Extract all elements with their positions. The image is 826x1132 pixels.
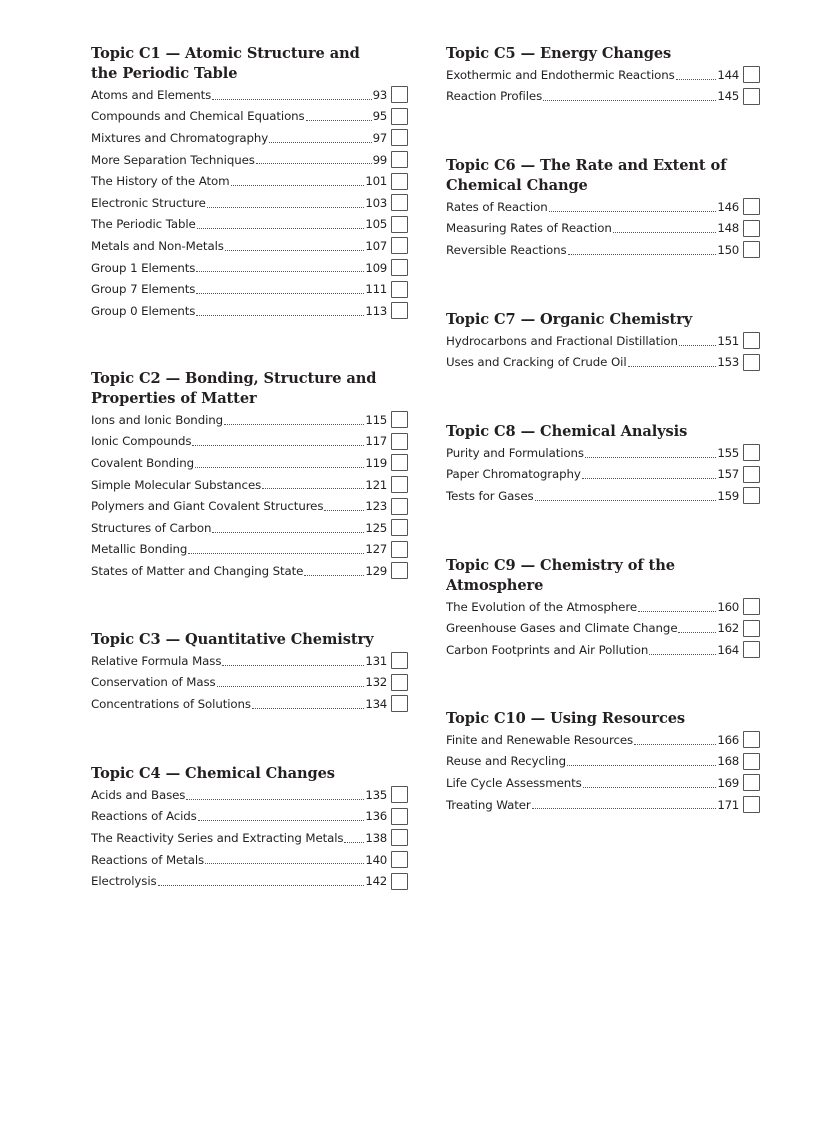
topic-title: Topic C9 — Chemistry of the Atmosphere [446, 557, 675, 594]
toc-entry [91, 431, 408, 453]
dot-leader [196, 271, 364, 272]
page-number: 142 [365, 874, 387, 889]
entry-title: Reuse and Recycling [446, 754, 566, 769]
entry-title: Concentrations of Solutions [91, 696, 251, 711]
topic-title: Topic C8 — Chemical Analysis [446, 423, 688, 440]
page-number: 135 [365, 787, 387, 802]
toc-entry [91, 560, 408, 582]
page-number: 155 [717, 445, 739, 460]
entry-title: Reactions of Acids [91, 809, 197, 824]
entry-title: The History of the Atom [91, 174, 230, 189]
dot-leader [585, 457, 716, 458]
dot-leader [676, 79, 717, 80]
toc-entry [91, 517, 408, 539]
topic-section [91, 44, 408, 322]
topic-title: Topic C4 — Chemical Changes [91, 765, 335, 782]
entry-title: The Periodic Table [91, 217, 196, 232]
topic-entry-list [446, 442, 760, 507]
progress-checkbox[interactable] [391, 411, 408, 428]
dot-leader [192, 445, 364, 446]
toc-entry [446, 442, 760, 464]
dot-leader [256, 163, 372, 164]
dot-leader [344, 842, 364, 843]
entry-title: Acids and Bases [91, 787, 186, 802]
entry-title: Conservation of Mass [91, 675, 216, 690]
dot-leader [679, 345, 717, 346]
page-number: 127 [365, 542, 387, 557]
toc-entry [91, 127, 408, 149]
progress-checkbox[interactable] [743, 66, 760, 83]
progress-checkbox[interactable] [391, 173, 408, 190]
page-number: 107 [365, 238, 387, 253]
page-number: 99 [372, 152, 387, 167]
dot-leader [225, 250, 365, 251]
topic-section [446, 310, 760, 373]
topic-section [91, 369, 408, 582]
toc-entry [446, 239, 760, 261]
dot-leader [196, 293, 364, 294]
progress-checkbox[interactable] [391, 674, 408, 691]
entry-title: Structures of Carbon [91, 520, 212, 535]
progress-checkbox[interactable] [391, 808, 408, 825]
dot-leader [217, 686, 365, 687]
entry-title: Simple Molecular Substances [91, 477, 262, 492]
page-number: 144 [717, 67, 739, 82]
entry-title: Uses and Cracking of Crude Oil [446, 355, 627, 370]
page-number: 117 [365, 434, 387, 449]
topic-title: Topic C10 — Using Resources [446, 710, 686, 727]
topic-title: Topic C6 — The Rate and Extent of Chemical Change [446, 157, 727, 194]
dot-leader [212, 532, 364, 533]
toc-entry [446, 596, 760, 618]
dot-leader [634, 744, 716, 745]
entry-title: Ionic Compounds [91, 434, 192, 449]
page-number: 145 [717, 89, 739, 104]
progress-checkbox[interactable] [391, 829, 408, 846]
page-number: 136 [365, 809, 387, 824]
entry-title: Finite and Renewable Resources [446, 732, 634, 747]
progress-checkbox[interactable] [743, 731, 760, 748]
toc-entry [91, 300, 408, 322]
progress-checkbox[interactable] [391, 237, 408, 254]
page-number: 138 [365, 830, 387, 845]
dot-leader [197, 228, 365, 229]
progress-checkbox[interactable] [391, 433, 408, 450]
progress-checkbox[interactable] [743, 198, 760, 215]
page-number: 171 [717, 797, 739, 812]
toc-entry [91, 672, 408, 694]
page-number: 164 [717, 642, 739, 657]
entry-title: Hydrocarbons and Fractional Distillation [446, 333, 678, 348]
topic-section [446, 422, 760, 507]
progress-checkbox[interactable] [391, 562, 408, 579]
progress-checkbox[interactable] [743, 487, 760, 504]
progress-checkbox[interactable] [391, 108, 408, 125]
toc-entry [91, 452, 408, 474]
progress-checkbox[interactable] [391, 216, 408, 233]
entry-title: Electrolysis [91, 874, 157, 889]
page-number: 151 [717, 333, 739, 348]
toc-entry [91, 495, 408, 517]
page-number: 109 [365, 260, 387, 275]
toc-entry [446, 751, 760, 773]
entry-title: Greenhouse Gases and Climate Change [446, 621, 678, 636]
toc-entry [91, 192, 408, 214]
progress-checkbox[interactable] [391, 541, 408, 558]
dot-leader [535, 500, 717, 501]
toc-entry [91, 106, 408, 128]
entry-title: Reaction Profiles [446, 89, 543, 104]
toc-entry [91, 849, 408, 871]
entry-title: Carbon Footprints and Air Pollution [446, 642, 649, 657]
page-number: 97 [372, 130, 387, 145]
dot-leader [532, 808, 717, 809]
dot-leader [222, 665, 364, 666]
page-number: 169 [717, 775, 739, 790]
toc-entry [91, 278, 408, 300]
dot-leader [628, 366, 717, 367]
page-number: 132 [365, 675, 387, 690]
entry-title: Reversible Reactions [446, 242, 567, 257]
entry-title: Reactions of Metals [91, 852, 205, 867]
page-number: 168 [717, 754, 739, 769]
dot-leader [582, 478, 717, 479]
entry-title: Treating Water [446, 797, 531, 812]
dot-leader [324, 510, 364, 511]
toc-entry [446, 218, 760, 240]
page-number: 153 [717, 355, 739, 370]
entry-title: Metals and Non-Metals [91, 238, 224, 253]
toc-entry [91, 827, 408, 849]
progress-checkbox[interactable] [743, 332, 760, 349]
topic-section [446, 556, 760, 661]
progress-checkbox[interactable] [391, 851, 408, 868]
topic-entry-list [446, 196, 760, 261]
page-number: 129 [365, 563, 387, 578]
page-number: 146 [717, 199, 739, 214]
toc-entry [91, 235, 408, 257]
progress-checkbox[interactable] [391, 454, 408, 471]
toc-entry [446, 196, 760, 218]
topic-section [446, 709, 760, 815]
dot-leader [231, 185, 365, 186]
toc-entry [91, 693, 408, 715]
entry-title: Electronic Structure [91, 195, 206, 210]
entry-title: Measuring Rates of Reaction [446, 221, 612, 236]
topic-entry-list [91, 650, 408, 715]
progress-checkbox[interactable] [391, 786, 408, 803]
progress-checkbox[interactable] [391, 281, 408, 298]
toc-entry [91, 170, 408, 192]
topic-title: Topic C3 — Quantitative Chemistry [91, 631, 374, 648]
entry-title: Compounds and Chemical Equations [91, 109, 305, 124]
topic-entry-list [91, 84, 408, 322]
dot-leader [195, 467, 364, 468]
topic-entry-list [91, 409, 408, 582]
entry-title: Polymers and Giant Covalent Structures [91, 499, 324, 514]
page-number: 111 [365, 282, 387, 297]
dot-leader [269, 142, 371, 143]
page-number: 150 [717, 242, 739, 257]
page-number: 93 [372, 87, 387, 102]
progress-checkbox[interactable] [743, 220, 760, 237]
toc-entry [91, 149, 408, 171]
toc-entry [446, 330, 760, 352]
entry-title: Life Cycle Assessments [446, 775, 582, 790]
dot-leader [252, 708, 364, 709]
toc-entry [446, 729, 760, 751]
entry-title: The Reactivity Series and Extracting Metals [91, 830, 344, 845]
page-number: 148 [717, 221, 739, 236]
dot-leader [196, 315, 364, 316]
dot-leader [549, 211, 717, 212]
entry-title: Group 7 Elements [91, 282, 196, 297]
toc-entry [446, 64, 760, 86]
entry-title: Relative Formula Mass [91, 653, 222, 668]
toc-entry [91, 784, 408, 806]
progress-checkbox[interactable] [391, 873, 408, 890]
toc-entry [446, 772, 760, 794]
toc-entry [446, 86, 760, 108]
toc-entry [446, 639, 760, 661]
topic-entry-list [91, 784, 408, 892]
progress-checkbox[interactable] [391, 259, 408, 276]
progress-checkbox[interactable] [743, 354, 760, 371]
progress-checkbox[interactable] [743, 620, 760, 637]
page-number: 103 [365, 195, 387, 210]
topic-entry-list [446, 64, 760, 107]
topic-section [91, 630, 408, 715]
dot-leader [678, 632, 716, 633]
page-number: 123 [365, 499, 387, 514]
progress-checkbox[interactable] [743, 444, 760, 461]
dot-leader [205, 863, 364, 864]
progress-checkbox[interactable] [391, 498, 408, 515]
entry-title: Group 0 Elements [91, 303, 196, 318]
entry-title: Ions and Ionic Bonding [91, 412, 224, 427]
progress-checkbox[interactable] [391, 519, 408, 536]
page-number: 160 [717, 599, 739, 614]
toc-entry [446, 618, 760, 640]
dot-leader [638, 611, 716, 612]
toc-entry [91, 806, 408, 828]
entry-title: States of Matter and Changing State [91, 563, 304, 578]
dot-leader [543, 100, 716, 101]
entry-title: Covalent Bonding [91, 455, 194, 470]
toc-entry [91, 539, 408, 561]
toc-entry [446, 485, 760, 507]
page-number: 113 [365, 303, 387, 318]
progress-checkbox[interactable] [391, 129, 408, 146]
dot-leader [568, 254, 717, 255]
dot-leader [306, 120, 372, 121]
toc-entry [91, 650, 408, 672]
entry-title: Paper Chromatography [446, 467, 581, 482]
progress-checkbox[interactable] [391, 695, 408, 712]
topic-entry-list [446, 330, 760, 373]
page-number: 162 [717, 621, 739, 636]
page-number: 119 [365, 455, 387, 470]
progress-checkbox[interactable] [743, 598, 760, 615]
topic-title: Topic C2 — Bonding, Structure and Properties of Matter [91, 370, 377, 407]
progress-checkbox[interactable] [743, 88, 760, 105]
dot-leader [567, 765, 716, 766]
entry-title: Exothermic and Endothermic Reactions [446, 67, 675, 82]
entry-title: Group 1 Elements [91, 260, 196, 275]
page-number: 121 [365, 477, 387, 492]
page-number: 125 [365, 520, 387, 535]
progress-checkbox[interactable] [391, 194, 408, 211]
progress-checkbox[interactable] [391, 652, 408, 669]
topic-section [446, 44, 760, 107]
dot-leader [207, 207, 365, 208]
dot-leader [649, 654, 716, 655]
entry-title: Mixtures and Chromatography [91, 130, 269, 145]
page-number: 159 [717, 488, 739, 503]
topic-title: Topic C1 — Atomic Structure and the Periodic Table [91, 45, 360, 82]
page-number: 95 [372, 109, 387, 124]
progress-checkbox[interactable] [743, 241, 760, 258]
dot-leader [158, 885, 365, 886]
topic-title: Topic C5 — Energy Changes [446, 45, 672, 62]
toc-entry [446, 794, 760, 816]
progress-checkbox[interactable] [391, 86, 408, 103]
topic-entry-list [446, 596, 760, 661]
progress-checkbox[interactable] [391, 476, 408, 493]
page-number: 134 [365, 696, 387, 711]
dot-leader [186, 799, 364, 800]
dot-leader [583, 787, 717, 788]
toc-entry [446, 464, 760, 486]
entry-title: Atoms and Elements [91, 87, 212, 102]
progress-checkbox[interactable] [743, 641, 760, 658]
page-number: 157 [717, 467, 739, 482]
entry-title: The Evolution of the Atmosphere [446, 599, 637, 614]
topic-section [91, 764, 408, 892]
page-number: 131 [365, 653, 387, 668]
toc-entry [91, 84, 408, 106]
dot-leader [262, 488, 364, 489]
dot-leader [613, 232, 717, 233]
toc-entry [91, 214, 408, 236]
page-number: 101 [365, 174, 387, 189]
toc-entry [91, 870, 408, 892]
entry-title: Rates of Reaction [446, 199, 548, 214]
page-number: 140 [365, 852, 387, 867]
dot-leader [198, 820, 365, 821]
dot-leader [188, 553, 364, 554]
progress-checkbox[interactable] [743, 466, 760, 483]
entry-title: More Separation Techniques [91, 152, 255, 167]
dot-leader [224, 424, 364, 425]
topic-section [446, 156, 760, 261]
toc-entry [446, 352, 760, 374]
progress-checkbox[interactable] [391, 151, 408, 168]
page-number: 166 [717, 732, 739, 747]
progress-checkbox[interactable] [391, 302, 408, 319]
entry-title: Metallic Bonding [91, 542, 188, 557]
page-number: 105 [365, 217, 387, 232]
progress-checkbox[interactable] [743, 796, 760, 813]
dot-leader [304, 575, 364, 576]
entry-title: Tests for Gases [446, 488, 534, 503]
topic-entry-list [446, 729, 760, 815]
toc-entry [91, 474, 408, 496]
dot-leader [212, 99, 371, 100]
topic-title: Topic C7 — Organic Chemistry [446, 311, 693, 328]
toc-entry [91, 409, 408, 431]
progress-checkbox[interactable] [743, 774, 760, 791]
entry-title: Purity and Formulations [446, 445, 584, 460]
progress-checkbox[interactable] [743, 753, 760, 770]
toc-entry [91, 257, 408, 279]
page-number: 115 [365, 412, 387, 427]
